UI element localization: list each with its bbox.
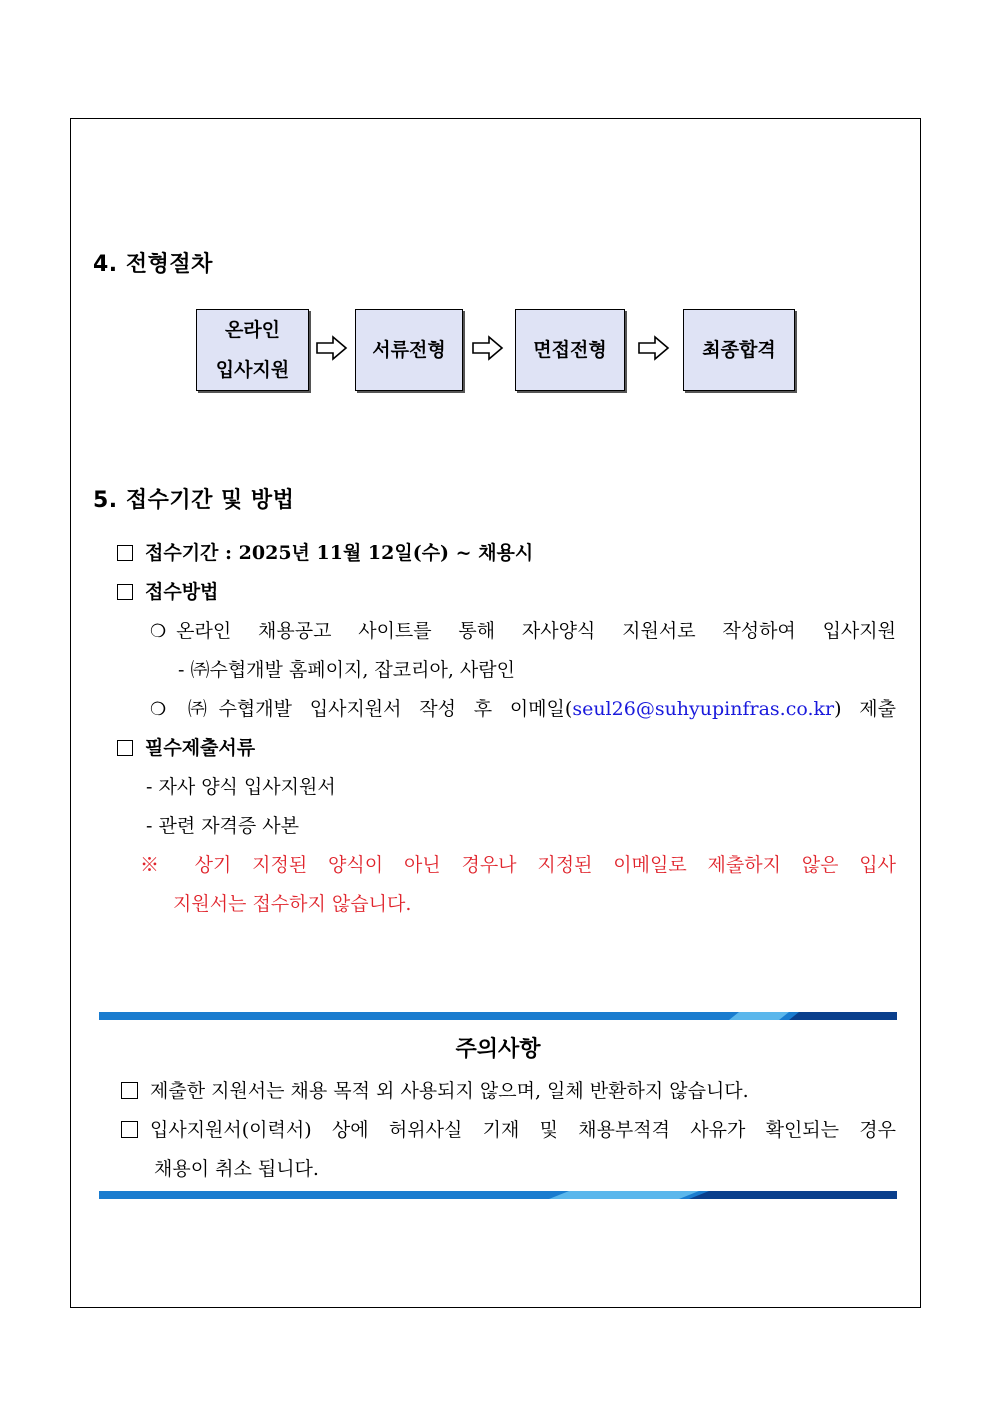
warning-line-1: ※ 상기 지정된 양식이 아닌 경우나 지정된 이메일로 제출하지 않은 입사 bbox=[140, 854, 896, 876]
step-label: 온라인 bbox=[224, 319, 281, 341]
docs-item bbox=[117, 733, 255, 760]
method-2-suffix: ) 제출 bbox=[834, 698, 896, 720]
notice-title: 주의사항 bbox=[455, 1037, 541, 1062]
checkbox-square-icon bbox=[121, 1121, 138, 1138]
circle-bullet-icon: ❍ bbox=[150, 621, 167, 642]
method-1 bbox=[150, 616, 896, 643]
checkbox-square-icon bbox=[117, 584, 133, 600]
step-label: 면접전형 bbox=[533, 339, 607, 361]
decorative-bar-bottom bbox=[99, 1191, 897, 1199]
period-text: 접수기간 : 2025년 11월 12일(수) ~ 채용시 bbox=[145, 542, 534, 564]
step-label: 입사지원 bbox=[215, 359, 290, 381]
checkbox-square-icon bbox=[117, 545, 133, 561]
warning-line-2: 지원서는 접수하지 않습니다. bbox=[173, 893, 412, 915]
method-2 bbox=[150, 694, 896, 721]
step-interview bbox=[515, 309, 625, 391]
notice-item-1 bbox=[121, 1076, 749, 1103]
notice-item-1-text: 제출한 지원서는 채용 목적 외 사용되지 않으며, 일체 반환하지 않습니다. bbox=[150, 1080, 749, 1102]
period-item bbox=[117, 538, 533, 565]
step-final-pass bbox=[683, 309, 795, 391]
doc-item: - 관련 자격증 사본 bbox=[146, 815, 300, 837]
step-online-apply bbox=[196, 309, 309, 391]
notice-item-2-cont: 채용이 취소 됩니다. bbox=[154, 1158, 319, 1180]
circle-bullet-icon: ❍ bbox=[150, 699, 167, 720]
docs-heading: 필수제출서류 bbox=[145, 737, 256, 759]
checkbox-square-icon bbox=[117, 740, 133, 756]
right-arrow-icon bbox=[472, 335, 504, 361]
method-1-sub: - ㈜수협개발 홈페이지, 잡코리아, 사람인 bbox=[178, 659, 515, 681]
right-arrow-icon bbox=[638, 335, 670, 361]
doc-item: - 자사 양식 입사지원서 bbox=[146, 776, 336, 798]
checkbox-square-icon bbox=[121, 1082, 138, 1099]
method-1-text: 온라인 채용공고 사이트를 통해 자사양식 지원서로 작성하여 입사지원 bbox=[176, 620, 896, 642]
step-label: 최종합격 bbox=[702, 339, 776, 361]
right-arrow-icon bbox=[316, 335, 348, 361]
method-2-prefix: ㈜수협개발 입사지원서 작성 후 이메일( bbox=[176, 698, 573, 720]
section-4-title: 4. 전형절차 bbox=[93, 252, 213, 277]
step-label: 서류전형 bbox=[372, 339, 446, 361]
step-document-screening bbox=[355, 309, 463, 391]
notice-item-2-text: 입사지원서(이력서) 상에 허위사실 기재 및 채용부적격 사유가 확인되는 경우 bbox=[150, 1119, 896, 1141]
section-5-title: 5. 접수기간 및 방법 bbox=[93, 488, 295, 513]
email-link[interactable]: seul26@suhyupinfras.co.kr bbox=[572, 698, 835, 720]
decorative-bar-top bbox=[99, 1012, 897, 1020]
method-heading: 접수방법 bbox=[145, 581, 219, 603]
notice-item-2 bbox=[121, 1115, 896, 1142]
method-item bbox=[117, 577, 218, 604]
